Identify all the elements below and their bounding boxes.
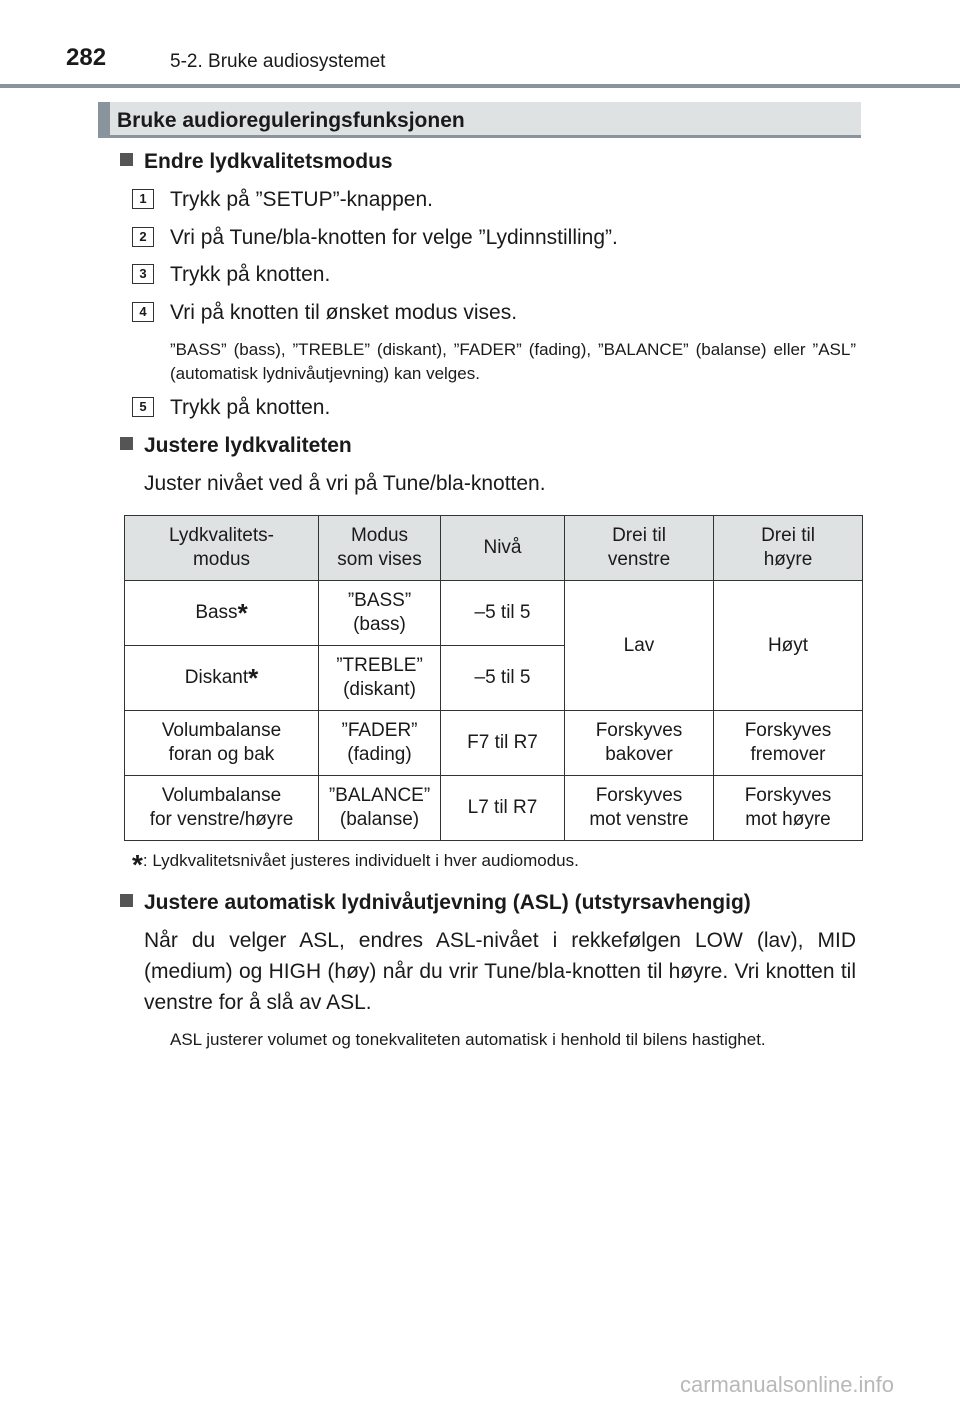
header-cell: Nivå	[441, 516, 565, 581]
step-number: 3	[132, 264, 154, 284]
step-text: Trykk på knotten.	[170, 263, 331, 286]
step-number: 5	[132, 397, 154, 417]
watermark: carmanualsonline.info	[680, 1372, 895, 1397]
mode-label: Diskant	[184, 667, 249, 688]
table-row	[125, 711, 863, 776]
asl-note: ASL justerer volumet og tonekvaliteten automatisk i henhold til bilens hastighet.	[170, 1030, 766, 1049]
turn-left-cell: Lav	[565, 581, 714, 711]
turn-right-cell: Høyt	[714, 581, 863, 711]
asterisk-mark: *	[237, 598, 248, 628]
level-cell: –5 til 5	[441, 581, 565, 646]
heading-adjust-quality	[120, 433, 352, 459]
footnote	[132, 848, 579, 878]
step-4-note: ”BASS” (bass), ”TREBLE” (diskant), ”FADER” (fading), ”BALANCE” (balanse) eller ”ASL” (automatisk lydnivåutjevning) kan velges.	[170, 340, 856, 383]
mode-label: Bass	[195, 602, 238, 623]
step-text: Trykk på knotten.	[170, 396, 331, 419]
sound-quality-table	[124, 515, 863, 841]
adjust-quality-text: Juster nivået ved å vri på Tune/bla-knotten.	[144, 472, 546, 495]
step-text: Vri på knotten til ønsket modus vises.	[170, 301, 518, 324]
display-cell: ”BASS” (bass)	[319, 581, 441, 646]
turn-right-cell: Forskyves mot høyre	[714, 776, 863, 841]
footnote-text: : Lydkvalitetsnivået justeres individuelt i hver audiomodus.	[142, 851, 579, 870]
display-cell: ”TREBLE” (diskant)	[319, 646, 441, 711]
square-bullet-icon	[120, 153, 133, 166]
heading-text: Justere automatisk lydnivåutjevning (ASL) (utstyrsavhengig)	[144, 891, 751, 914]
step-number: 4	[132, 302, 154, 322]
mode-cell	[125, 646, 319, 711]
table-row	[125, 581, 863, 646]
header-cell: Drei til venstre	[565, 516, 714, 581]
step-number: 2	[132, 227, 154, 247]
page-number: 282	[66, 44, 107, 71]
heading-text: Justere lydkvaliteten	[144, 434, 352, 457]
heading-asl	[120, 890, 751, 916]
level-cell: L7 til R7	[441, 776, 565, 841]
heading-sound-mode	[120, 149, 393, 175]
square-bullet-icon	[120, 437, 133, 450]
square-bullet-icon	[120, 894, 133, 907]
table-header-row	[125, 516, 863, 581]
step-text: Trykk på ”SETUP”-knappen.	[170, 188, 433, 211]
mode-cell	[125, 581, 319, 646]
level-cell: –5 til 5	[441, 646, 565, 711]
step-number: 1	[132, 189, 154, 209]
footnote-asterisk: *	[132, 849, 143, 880]
turn-left-cell: Forskyves mot venstre	[565, 776, 714, 841]
section-title: Bruke audioreguleringsfunksjonen	[117, 109, 465, 132]
step-text: Vri på Tune/bla-knotten for velge ”Lydinnstilling”.	[170, 226, 618, 249]
display-cell: ”BALANCE” (balanse)	[319, 776, 441, 841]
heading-text: Endre lydkvalitetsmodus	[144, 150, 393, 173]
asl-text: Når du velger ASL, endres ASL-nivået i rekkefølgen LOW (lav), MID (medium) og HIGH (høy) når du vrir Tune/bla-knotten til høyre. Vri knotten til venstre for å slå av ASL.	[144, 929, 856, 1014]
turn-right-cell: Forskyves fremover	[714, 711, 863, 776]
chapter-title: 5-2. Bruke audiosystemet	[170, 51, 386, 72]
header-cell: Drei til høyre	[714, 516, 863, 581]
mode-cell: Volumbalanse foran og bak	[125, 711, 319, 776]
header-rule	[0, 84, 960, 88]
asterisk-mark: *	[248, 663, 259, 693]
display-cell: ”FADER” (fading)	[319, 711, 441, 776]
mode-cell: Volumbalanse for venstre/høyre	[125, 776, 319, 841]
header-cell: Lydkvalitets- modus	[125, 516, 319, 581]
turn-left-cell: Forskyves bakover	[565, 711, 714, 776]
header-cell: Modus som vises	[319, 516, 441, 581]
section-bar	[98, 102, 861, 138]
level-cell: F7 til R7	[441, 711, 565, 776]
table-row	[125, 776, 863, 841]
